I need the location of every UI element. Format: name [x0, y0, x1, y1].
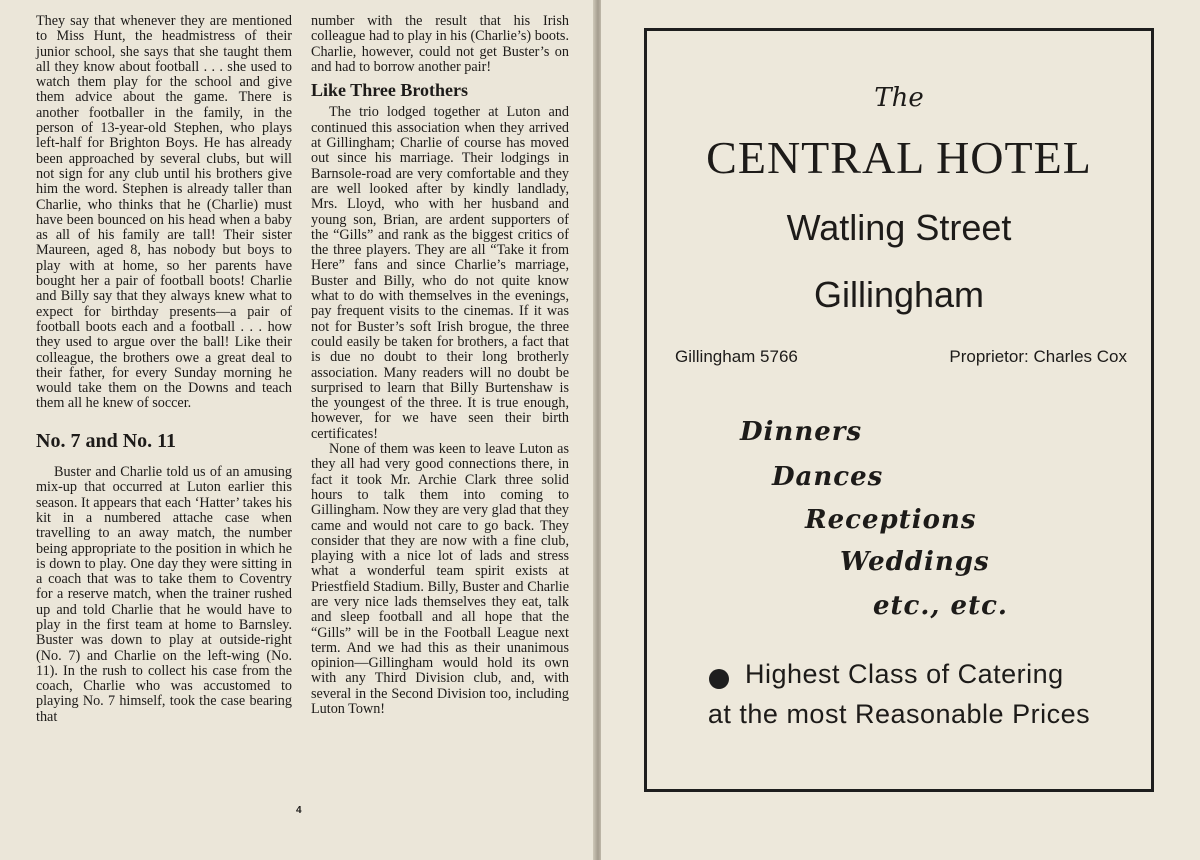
- hotel-street: Watling Street: [786, 207, 1012, 248]
- service-receptions: Receptions: [805, 505, 977, 535]
- hotel-proprietor: Proprietor: Charles Cox: [949, 347, 1127, 366]
- heading-no7-no11: No. 7 and No. 11: [36, 429, 177, 452]
- paragraph-mix-up: Buster and Charlie told us of an amusing mix-up that occurred at Luton earlier this season. It appears that each ‘Hatter’ takes his kit in a numbered attache case when travelling to an away match, the number being appropriate to the position in which he is down to play. One day they were sitting in a coach that was to take them to Coventry for a reserve match, when the trainer rushed up and told Charlie that he would have to play in the first team at home to Barnsley. Buster was down to play at outside-right (No. 7) and Charlie on the left-wing (No. 11). In the rush to collect his case from the coach, Charlie who was accustomed to playing No. 7 himself, took the case bearing that: [36, 464, 292, 725]
- service-dinners: Dinners: [740, 417, 863, 447]
- catering-line-2: at the most Reasonable Prices: [707, 699, 1091, 729]
- hotel-advert: [644, 28, 1154, 792]
- heading-three-brothers: Like Three Brothers: [311, 80, 468, 101]
- paragraph-lodgings: The trio lodged together at Luton and continued this association when they arrived at Gillingham; Charlie of course has moved out since his marriage. Their lodgings in Barnsole-road are very comfortable and they are well looked after by kindly landlady, Mrs. Lloyd, who with her husband and young son, Brian, are ardent supporters of the “Gills” and rank as the biggest critics of the three players. They are all “Take it from Here” fans and since Charlie’s marriage, Buster and Billy, who do not quite know what to do with themselves in the evenings, pay frequent visits to the cinemas. If it was not for Buster’s soft Irish brogue, the three could easily be taken for brothers, a fact that is due no doubt to their long brotherly association. Many readers will no doubt be surprised to learn that Billy Burtenshaw is the youngest of the three. It is true enough, however, for we have seen their birth certificates!: [311, 104, 569, 442]
- service-dances: Dances: [772, 462, 884, 492]
- text-column-left: [36, 14, 292, 725]
- hotel-name: CENTRAL HOTEL: [706, 132, 1092, 183]
- catering-line-1: Highest Class of Catering: [745, 659, 1064, 689]
- advert-the: The: [874, 83, 924, 113]
- service-etc: etc., etc.: [873, 591, 1008, 621]
- service-weddings: Weddings: [840, 547, 990, 577]
- bullet-icon: [709, 669, 729, 689]
- text-column-right: [311, 14, 569, 717]
- paragraph-family: They say that whenever they are mentioned to Miss Hunt, the headmistress of their junior school, she says that she taught them all they know about football . . . she used to watch them play for the school and give them advice about the game. There is another footballer in the family, in the person of 13-year-old Stephen, who plays left-half for Brighton Boys. He has already been approached by several clubs, but will not sign for any club until his brothers give him the word. Stephen is already taller than Charlie, who thinks that he (Charlie) must have been bounced on his head when a baby as all of his family are tall! Their sister Maureen, aged 8, has nobody but boys to play with at home, so her parents have bought her a pair of football boots! Charlie and Billy say that they always knew what to expect for birthday presents—a pair of football boots each and a football . . . how they used to argue over the ball! Like their colleague, the brothers owe a great deal to their father, for every Sunday morning he would take them on the Downs and teach them all he knew of soccer.: [36, 13, 292, 412]
- paragraph-boots: number with the result that his Irish colleague had to play in his (Charlie’s) boots. Charlie, however, could not get Buster’s on and had to borrow another pair!: [311, 13, 569, 75]
- right-page: [601, 0, 1200, 860]
- page-number: 4: [296, 805, 302, 816]
- hotel-phone: Gillingham 5766: [675, 347, 798, 366]
- paragraph-leaving-luton: None of them was keen to leave Luton as they all had very good connections there, in fact it took Mr. Archie Clark three solid hours to talk them into coming to Gillingham. Now they are very glad that they came and would not care to go back. They consider that they are now with a fine club, playing with a nice lot of lads and stress what a wonderful team spirit exists at Priestfield Stadium. Billy, Buster and Charlie are very nice lads themselves they eat, talk and sleep football and all hope that the “Gills” will be in the Football League next term. And we had this as their unanimous opinion—Gillingham would hold its own with any Third Division club, and, with several in the Second Division too, including Luton Town!: [311, 441, 569, 718]
- hotel-town: Gillingham: [813, 274, 985, 315]
- left-page: [0, 0, 597, 860]
